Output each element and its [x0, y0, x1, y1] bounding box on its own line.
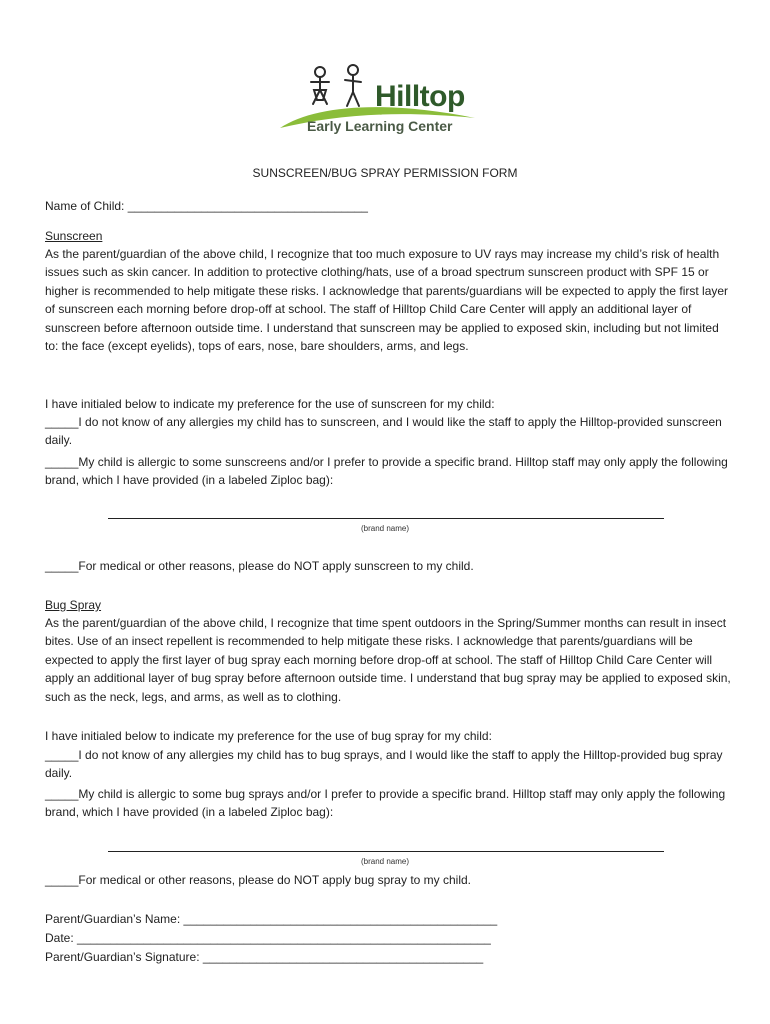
bug-spray-brand-caption: (brand name): [360, 857, 410, 866]
sunscreen-heading: Sunscreen: [45, 229, 103, 243]
child-name-field[interactable]: ____________________________________: [127, 199, 368, 213]
bug-spray-heading: Bug Spray: [45, 598, 102, 612]
guardian-name-field[interactable]: Parent/Guardian’s Name: _______________________________________________: [45, 912, 498, 926]
sunscreen-option-own-brand[interactable]: _____My child is allergic to some sunscreens and/or I prefer to provide a specific brand. Hilltop staff may only apply the following brand, which I have provided (in a labeled Ziploc bag):: [45, 455, 728, 488]
bug-spray-initial-intro: I have initialed below to indicate my preference for the use of bug spray for my child:: [45, 729, 492, 743]
guardian-signature-field[interactable]: Parent/Guardian’s Signature: __________________________________________: [45, 950, 484, 964]
logo-subtitle: Early Learning Center: [307, 118, 453, 134]
child-name-row: [45, 197, 735, 215]
sunscreen-brand-line[interactable]: [108, 518, 664, 519]
sunscreen-option-allowed[interactable]: _____I do not know of any allergies my child has to sunscreen, and I would like the staff to apply the Hilltop-provided sunscreen daily.: [45, 415, 722, 448]
bug-spray-brand-line[interactable]: [108, 851, 664, 852]
bug-spray-paragraph: As the parent/guardian of the above child, I recognize that time spent outdoors in the Spring/Summer months can result in insect bites. Use of an insect repellent is recommended to help mitigate these risks. I acknowledge that parents/guardians will be expected to apply the first layer of bug spray each morning before drop-off at school. The staff of Hilltop Child Care Center will apply an additional layer of bug spray before afternoon outside time. I understand that bug spray may be applied to exposed skin, such as the neck, legs, and arms, as well as to clothing.: [45, 616, 731, 704]
form-title: SUNSCREEN/BUG SPRAY PERMISSION FORM: [252, 166, 518, 180]
date-field[interactable]: Date: ______________________________________________________________: [45, 931, 491, 945]
logo-brand: Hilltop: [375, 80, 465, 113]
child-name-label: Name of Child:: [45, 199, 125, 213]
bug-spray-option-own-brand[interactable]: _____My child is allergic to some bug sprays and/or I prefer to provide a specific brand. Hilltop staff may only apply the following brand, which I have provided (in a labeled Ziploc bag):: [45, 787, 726, 820]
children-figures-icon: [311, 65, 361, 106]
bug-spray-option-allowed[interactable]: _____I do not know of any allergies my child has to bug sprays, and I would like the staff to apply the Hilltop-provided bug spray daily.: [45, 748, 723, 781]
bug-spray-option-decline[interactable]: _____For medical or other reasons, please do NOT apply bug spray to my child.: [45, 873, 471, 887]
sunscreen-paragraph: As the parent/guardian of the above child, I recognize that too much exposure to UV rays may increase my child’s risk of health issues such as skin cancer. In addition to protective clothing/hats, use of a broad spectrum sunscreen product with SPF 15 or higher is recommended to help mitigate these risks. I acknowledge that parents/guardians will be expected to apply the first layer of sunscreen each morning before drop-off at school. The staff of Hilltop Child Care Center will apply an additional layer of sunscreen before afternoon outside time. I understand that sunscreen may be applied to exposed skin, including but not limited to: the face (except eyelids), tops of ears, nose, bare shoulders, arms, and legs.: [45, 247, 729, 354]
sunscreen-brand-caption: (brand name): [360, 524, 410, 533]
sunscreen-initial-intro: I have initialed below to indicate my preference for the use of sunscreen for my child:: [45, 397, 495, 411]
sunscreen-option-decline[interactable]: _____For medical or other reasons, please do NOT apply sunscreen to my child.: [45, 559, 474, 573]
